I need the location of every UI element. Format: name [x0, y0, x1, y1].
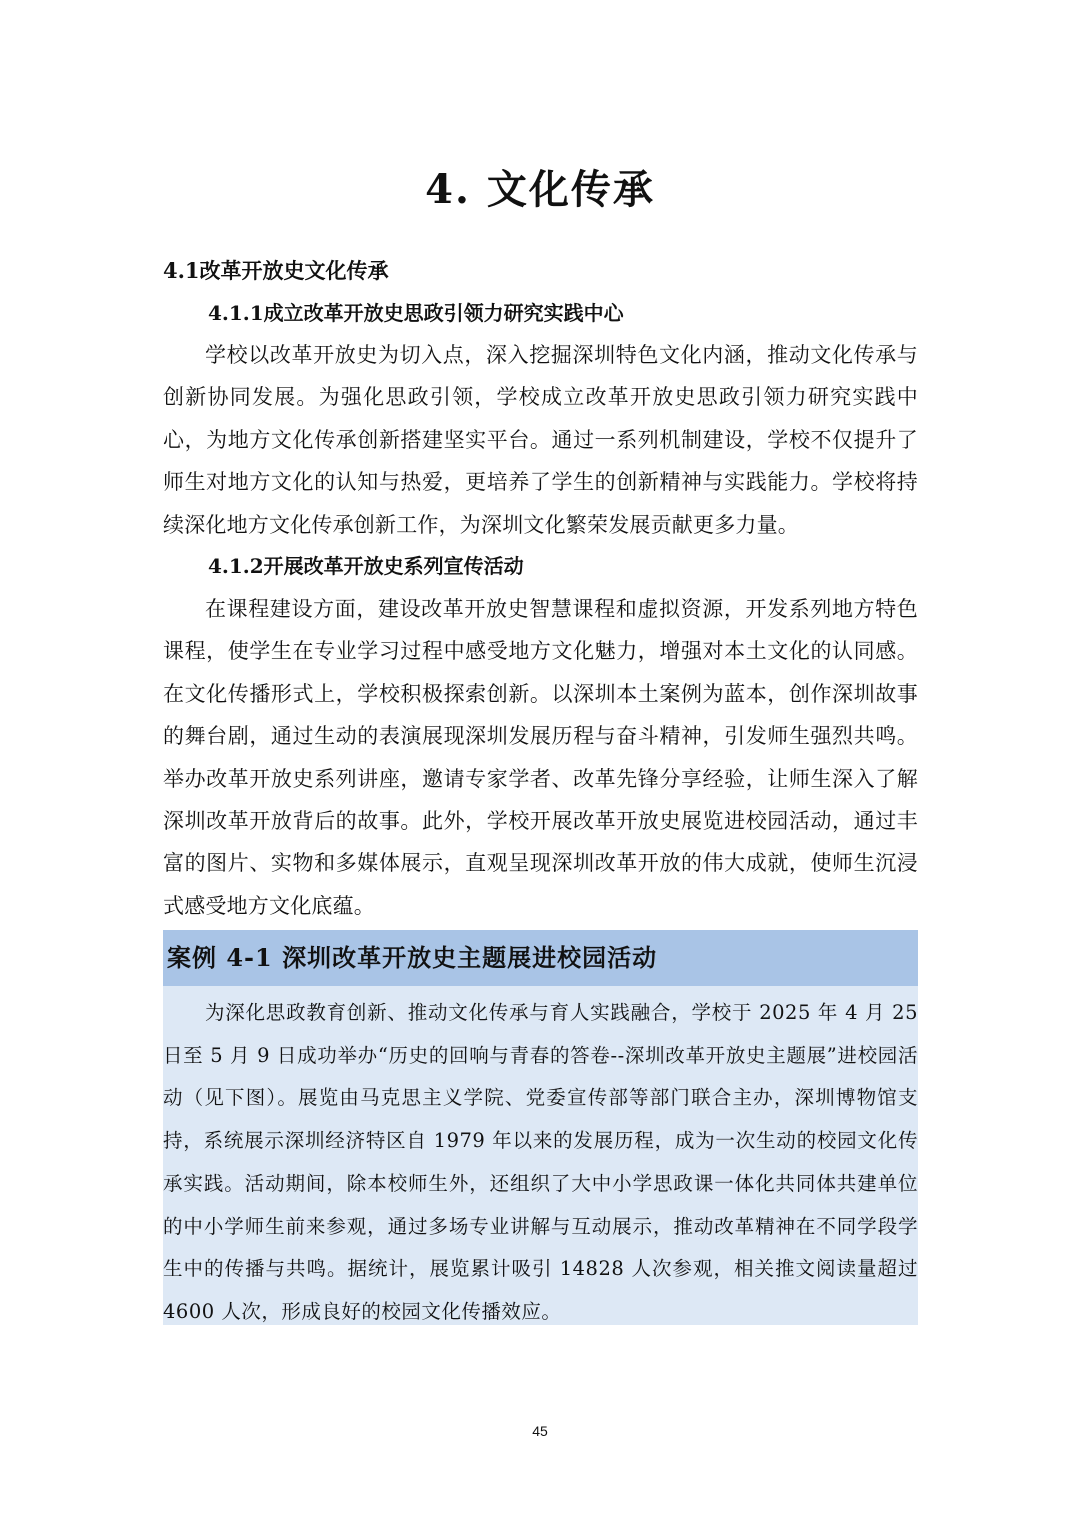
case-study-header	[163, 930, 918, 986]
body-paragraph: 在课程建设方面，建设改革开放史智慧课程和虚拟资源，开发系列地方特色课程，使学生在专业学习过程中感受地方文化魅力，增强对本土文化的认同感。在文化传播形式上，学校积极探索创新。以深圳本土案例为蓝本，创作深圳故事的舞台剧，通过生动的表演展现深圳发展历程与奋斗精神，引发师生强烈共鸣。举办改革开放史系列讲座，邀请专家学者、改革先锋分享经验，让师生深入了解深圳改革开放背后的故事。此外，学校开展改革开放史展览进校园活动，通过丰富的图片、实物和多媒体展示，直观呈现深圳改革开放的伟大成就，使师生沉浸式感受地方文化底蕴。	[163, 597, 918, 918]
subsection-heading: 4.1.1成立改革开放史思政引领力研究实践中心	[208, 301, 624, 325]
page-number: 45	[532, 1423, 548, 1439]
case-study-box	[163, 930, 918, 1325]
case-study-text: 为深化思政教育创新、推动文化传承与育人实践融合，学校于 2025 年 4 月 25 日至 5 月 9 日成功举办“历史的回响与青春的答卷--深圳改革开放史主题展”进校园活动（见下图）。展览由马克思主义学院、党委宣传部等部门联合主办，深圳博物馆支持，系统展示深圳经济特区自 1979 年以来的发展历程，成为一次生动的校园文化传承实践。活动期间，除本校师生外，还组织了大中小学思政课一体化共同体共建单位的中小学师生前来参观，通过多场专业讲解与互动展示，推动改革精神在不同学段学生中的传播与共鸣。据统计，展览累计吸引 14828 人次参观，相关推文阅读量超过 4600 人次，形成良好的校园文化传播效应。	[163, 1001, 918, 1323]
body-paragraph: 学校以改革开放史为切入点，深入挖掘深圳特色文化内涵，推动文化传承与创新协同发展。为强化思政引领，学校成立改革开放史思政引领力研究实践中心，为地方文化传承创新搭建坚实平台。通过一系列机制建设，学校不仅提升了师生对地方文化的认知与热爱，更培养了学生的创新精神与实践能力。学校将持续深化地方文化传承创新工作，为深圳文化繁荣发展贡献更多力量。	[163, 343, 918, 537]
section-heading: 4.1改革开放史文化传承	[163, 258, 389, 283]
subsection-heading: 4.1.2开展改革开放史系列宣传活动	[208, 554, 524, 578]
page-title: 4. 文化传承	[425, 166, 655, 213]
case-study-title: 案例 4-1 深圳改革开放史主题展进校园活动	[167, 943, 658, 972]
